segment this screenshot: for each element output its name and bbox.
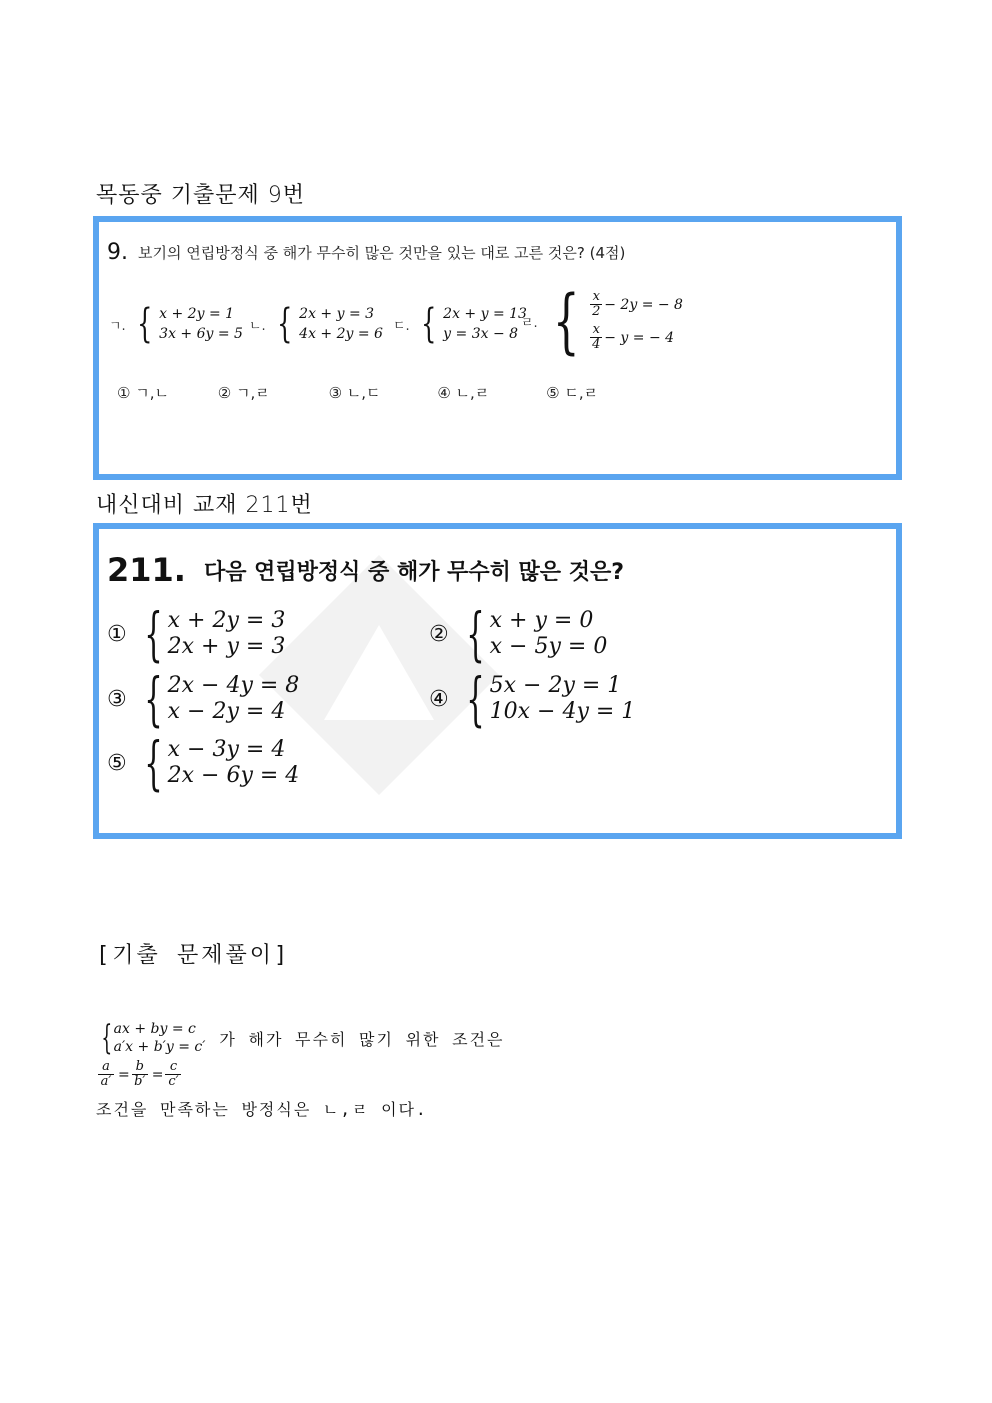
ratio-n3: c: [169, 1059, 178, 1074]
q211-option-1-eq1: x + 2y = 3: [167, 608, 286, 633]
q211-option-1-mark: ①: [107, 621, 127, 647]
q9-item-c-eq2: y = 3x − 8: [443, 326, 519, 342]
q211-option-3[interactable]: [107, 665, 300, 733]
q9-item-d-eq1-rest: − 2y = − 8: [604, 296, 683, 313]
q9-item-d-eq1-num: x: [592, 289, 600, 304]
q211-option-1[interactable]: [107, 600, 286, 668]
q9-item-a-eq1: x + 2y = 1: [159, 306, 235, 322]
q9-item-b: [249, 301, 383, 347]
ratio-n2: b: [135, 1059, 144, 1074]
brace-icon: {: [420, 301, 437, 347]
q9-item-c: [393, 301, 527, 347]
question-9-box: [93, 216, 902, 480]
q211-option-4-mark: ④: [429, 686, 449, 712]
q9-choice-5[interactable]: ⑤ ㄷ,ㄹ: [546, 384, 599, 402]
ratio-d2: b′: [134, 1074, 146, 1089]
brace-icon: {: [143, 665, 163, 733]
q9-item-d-eq2-num: x: [592, 322, 600, 337]
q9-choice-1[interactable]: ① ㄱ,ㄴ: [117, 384, 169, 402]
q211-option-2-eq2: x − 5y = 0: [489, 634, 608, 659]
q211-option-3-eq1: 2x − 4y = 8: [167, 673, 300, 698]
q211-option-1-eq2: 2x + y = 3: [167, 634, 286, 659]
q9-item-d-eq2-rest: − y = − 4: [604, 329, 675, 346]
q9-item-d-eq2-den: 4: [592, 337, 601, 352]
q211-option-5-mark: ⑤: [107, 750, 127, 776]
question-211-number: 211.: [107, 551, 186, 589]
q9-choice-2[interactable]: ② ㄱ,ㄹ: [217, 384, 270, 402]
solution-title: [기출 문제풀이]: [96, 943, 291, 968]
q9-item-b-eq1: 2x + y = 3: [299, 306, 375, 322]
brace-icon: {: [136, 301, 153, 347]
ratio-d1: a′: [100, 1074, 112, 1089]
solution-conclusion: 조건을 만족하는 방정식은 ㄴ,ㄹ 이다.: [96, 1100, 428, 1119]
question-211-text: 다음 연립방정식 중 해가 무수히 많은 것은?: [203, 559, 624, 585]
q211-option-4-eq2: 10x − 4y = 1: [489, 699, 636, 724]
brace-icon: {: [143, 600, 163, 668]
q9-item-a-label: ㄱ.: [109, 318, 126, 334]
solution-ratio: $\frac{a}{a'}$ = $\frac{b}{b'}$ = $\frac{c}{c'}$: [98, 1060, 183, 1089]
question-211-box: [93, 523, 902, 839]
brace-icon: {: [465, 600, 485, 668]
section-title-textbook: 내신대비 교재 211번: [96, 493, 313, 518]
brace-icon: {: [276, 301, 293, 347]
brace-icon: {: [552, 280, 580, 362]
brace-icon: {: [101, 1018, 113, 1058]
q211-option-5-eq2: 2x − 6y = 4: [167, 763, 300, 788]
q9-item-a: [109, 301, 243, 347]
section-title-mokdong: 목동중 기출문제 9번: [96, 183, 305, 208]
solution-condition-line: [96, 1018, 505, 1058]
q9-item-a-eq2: 3x + 6y = 5: [159, 326, 243, 342]
q211-option-5[interactable]: [107, 729, 300, 797]
brace-icon: {: [465, 665, 485, 733]
q9-item-c-label: ㄷ.: [393, 318, 410, 334]
q211-option-4[interactable]: [429, 665, 636, 733]
q9-choice-3[interactable]: ③ ㄴ,ㄷ: [328, 384, 381, 402]
solution-sys-eq2: a′x + b′y = c′: [113, 1039, 206, 1055]
q9-item-d-eq1-den: 2: [592, 304, 601, 319]
solution-sys-eq1: ax + by = c: [113, 1021, 196, 1037]
q9-choice-4[interactable]: ④ ㄴ,ㄹ: [437, 384, 490, 402]
q9-item-c-eq1: 2x + y = 13: [443, 306, 527, 322]
question-9-number: 9.: [107, 240, 128, 265]
ratio-d3: c′: [168, 1074, 179, 1089]
brace-icon: {: [143, 729, 163, 797]
q9-item-b-eq2: 4x + 2y = 6: [299, 326, 383, 342]
q9-choices: [117, 382, 598, 403]
solution-line1-text: 가 해가 무수히 많기 위한 조건은: [219, 1029, 505, 1049]
q211-option-3-mark: ③: [107, 686, 127, 712]
q9-item-d-label: ㄹ.: [521, 315, 538, 331]
q211-option-2-eq1: x + y = 0: [489, 608, 594, 633]
q211-option-2[interactable]: [429, 600, 608, 668]
q9-item-b-label: ㄴ.: [249, 318, 266, 334]
q9-item-d: [521, 280, 683, 362]
q211-option-4-eq1: 5x − 2y = 1: [489, 673, 622, 698]
q211-option-2-mark: ②: [429, 621, 449, 647]
q211-option-3-eq2: x − 2y = 4: [167, 699, 286, 724]
q211-option-5-eq1: x − 3y = 4: [167, 737, 286, 762]
ratio-n1: a: [102, 1059, 110, 1074]
question-9-text: 보기의 연립방정식 중 해가 무수히 많은 것만을 있는 대로 고른 것은? (4점): [138, 244, 626, 262]
